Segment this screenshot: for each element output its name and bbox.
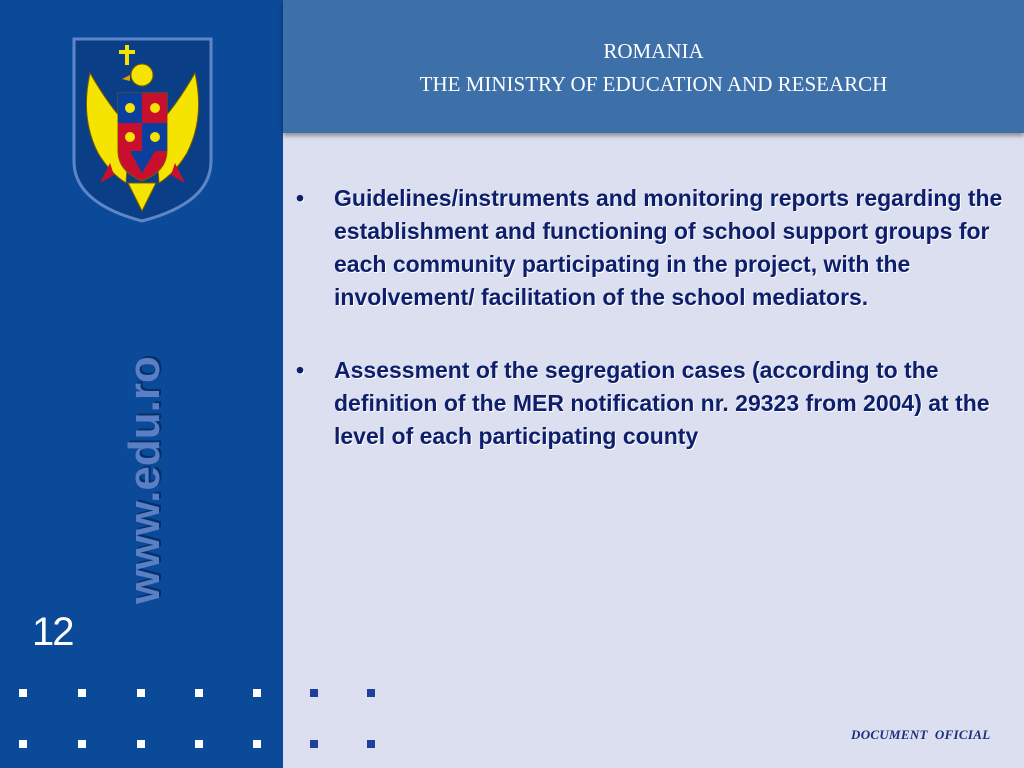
bullet-item	[292, 354, 1007, 453]
website-url: www.edu.ro	[120, 356, 169, 604]
official-document-stamp: DOCUMENT OFICIAL	[851, 727, 991, 742]
coat-of-arms-icon	[70, 33, 215, 225]
header-country: ROMANIA	[603, 39, 704, 63]
decorative-dot	[137, 740, 145, 748]
decorative-dot	[195, 740, 203, 748]
decorative-dot	[137, 689, 145, 697]
slide-header	[283, 0, 1024, 133]
bullet-marker: •	[296, 357, 305, 383]
decorative-dot	[19, 689, 27, 697]
decorative-dot	[310, 740, 318, 748]
decorative-dot	[253, 689, 261, 697]
decorative-dot	[19, 740, 27, 748]
bullet-list	[292, 182, 1007, 453]
header-ministry: THE MINISTRY OF EDUCATION AND RESEARCH	[419, 72, 888, 96]
decorative-dot	[310, 689, 318, 697]
page-number: 12	[32, 610, 73, 654]
bullet-text: Assessment of the segregation cases (according to the definition of the MER notification nr. 29323 from 2004) at the level of each participating county	[334, 357, 990, 449]
sidebar	[0, 0, 283, 768]
decorative-dot	[78, 740, 86, 748]
bullet-marker: •	[296, 185, 305, 211]
bullet-item	[292, 182, 1007, 314]
decorative-dot	[367, 740, 375, 748]
decorative-dot	[367, 689, 375, 697]
decorative-dot	[78, 689, 86, 697]
decorative-dot	[195, 689, 203, 697]
decorative-dot	[253, 740, 261, 748]
bullet-text: Guidelines/instruments and monitoring reports regarding the establishment and functioning of school support groups for each community participating in the project, with the involvement/ facilitation of the school mediators.	[334, 185, 1003, 310]
